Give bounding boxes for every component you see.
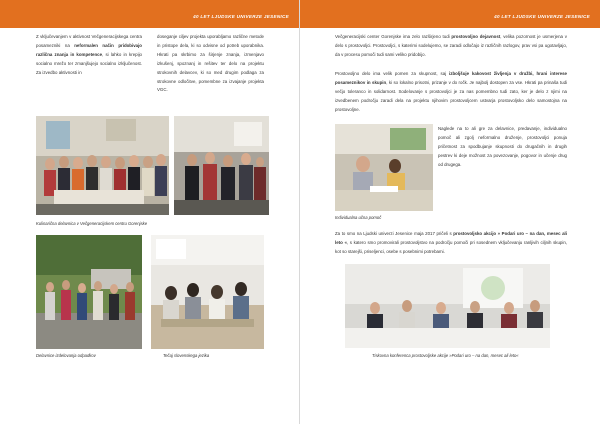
- right-header-title: 40 LET LJUDSKE UNIVERZE JESENICE: [494, 14, 590, 19]
- left-header-title: 40 LET LJUDSKE UNIVERZE JESENICE: [193, 14, 289, 19]
- right-paragraph-1-run: prostovoljno dejavnost: [451, 34, 501, 39]
- photo-outdoor-group: [36, 235, 142, 349]
- page-fold: [299, 0, 300, 424]
- caption-tutoring: Individualna učna pomoč: [335, 215, 382, 220]
- right-paragraph-2: [335, 70, 567, 115]
- right-paragraph-4: [335, 230, 567, 257]
- caption-press-conference: Tiskovna konferenca prostovoljske akcije »Podari uro – na dan, mesec ali leto«: [372, 353, 519, 358]
- right-paragraph-2-run: Prostovoljno delo ima velik pomen za skupnost, saj: [335, 71, 450, 76]
- right-header-bar: [300, 0, 600, 28]
- left-column-1-run: , si lahko in krepijo socialno mrežo ter zmanjšujejo socialno izključenost. Za izvedbo aktivnosti in: [36, 51, 142, 75]
- right-paragraph-4-run: prostovoljsko akcijo » Podari uro – na dan, mesec ali leto «: [335, 231, 567, 245]
- photo-tutoring: [335, 124, 433, 211]
- caption-kitchen-workshop: Kulinarična delavnica v Večgeneracijskem centru Gorenjske: [36, 221, 148, 226]
- right-paragraph-4-run: Za to smo na Ljudski univerzi Jesenice maja 2017 pričeli s: [335, 231, 454, 236]
- right-paragraph-1-run: Večgeneracijski center Gorenjske ima zelo razširjeno tudi: [335, 34, 452, 39]
- left-header-bar: [0, 0, 299, 28]
- caption-waste-workshop: Delavnice izdelovanja odpadkov: [36, 353, 96, 358]
- left-column-2-text: doseganje ciljev projekta uporabljamo različne metode in pristope dela, ki so odvisne od potreb uporabnika. Hkrati pa skrbimo za širjenje znanja, izmenjavo izkušenj, spoznanj in rešitev ter delo na projektu strokovnih delavcev, ki so med drugim podlaga za strokovne odločitve, pomembne za izvajanje projekta VGC.: [157, 34, 264, 93]
- left-column-1-run: Z vključevanjem v aktivnost Večgeneracijskega centra posamezniki na: [36, 34, 142, 48]
- right-paragraph-1: [335, 33, 567, 60]
- right-paragraph-2-run: izboljšuje kakovost življenja v družbi, hrani interese posameznikov in skupin: [335, 71, 567, 85]
- left-column-1-text: [36, 33, 142, 78]
- photo-group-portrait: [174, 116, 269, 215]
- right-paragraph-2-run: , ki so lokalno prisotni, prizanje v do ročk. Je najbolj dostopen za vse. Hkrati pa prinaša tudi večjo toleranco in solidarnost. Sodelovanje s prostovoljci je za nas pomembno tudi zato, ker je delo z njimi na izvedbenem področju zaradi dela na projektu njihovim prostovoljcem ustvarja prostovoljsko delo samostojna na prostovoljne.: [335, 79, 567, 112]
- photo-kitchen-workshop: [36, 116, 169, 215]
- photo-press-conference: [345, 264, 550, 348]
- right-paragraph-1-run: , velika pozornost je usmerjena v delo s prostovoljci. Prostovoljci, s katerimi sodelujemo, se zaradi odločajo iz različnih razlogov, prav vsi pa ugotavljajo, da v procesu pomoči tudi sami veliko pridobijo.: [335, 34, 567, 57]
- left-column-1-run: neformalen način pridobivajo različna znanja in kompetence: [36, 42, 142, 57]
- right-paragraph-4-run: , s katero smo promovirali prostovoljstvo na področju pomoči pri sosednem vključevanju ranljivih ciljnih skupin, kot so starejši, priseljenci, osebe s posebnimi potrebami.: [335, 239, 567, 254]
- photo-language-course: [151, 235, 264, 349]
- right-paragraph-3: Naglede na to ali gre za delavnice, predavanje, individualno pomoč ali zgolj neformalno druženje, prostovoljci ponuja pričetnost za spodbujanje skupnosti do drugačnih in drugih pestrev ki deje možnost za povezovanje, pogovor in učenje drug od drugega.: [438, 126, 567, 167]
- caption-language-course: Tečaj slovenskega jezika: [163, 353, 210, 358]
